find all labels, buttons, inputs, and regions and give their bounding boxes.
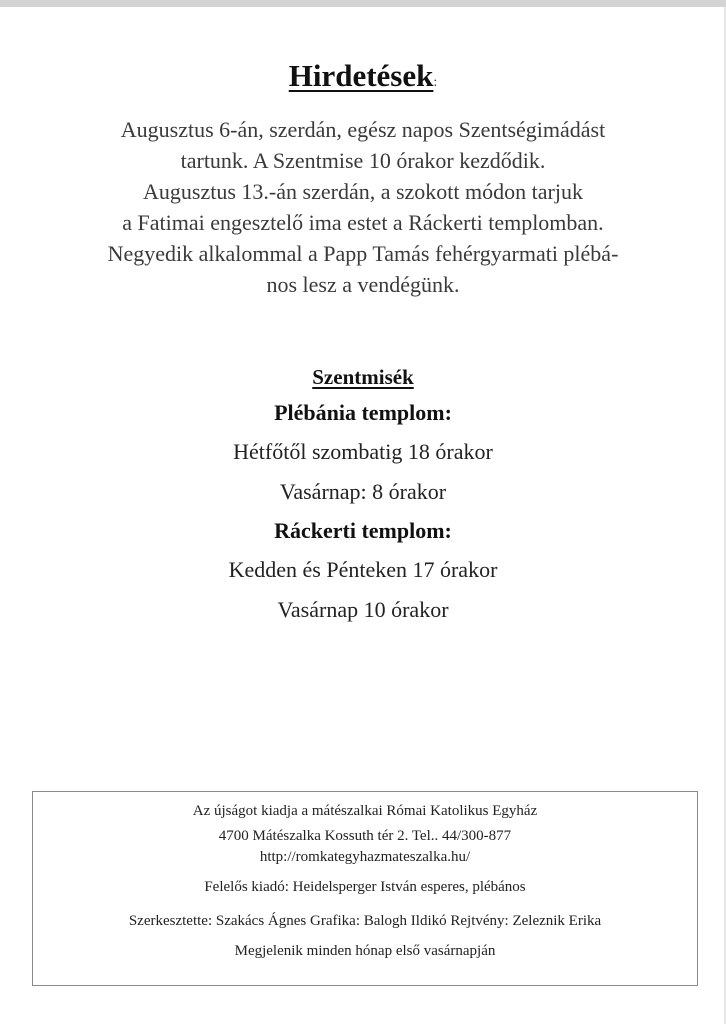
announcement-fatima-prayer	[0, 176, 726, 300]
title-row	[0, 58, 726, 94]
mass-schedule-heading: Szentmisék	[312, 365, 414, 389]
announcement-line: Negyedik alkalommal a Papp Tamás fehérgyarmati plébá-	[107, 241, 619, 266]
imprint-responsible-publisher: Felelős kiadó: Heidelsperger István esperes, plébános	[204, 879, 526, 895]
title-colon: :	[433, 75, 438, 90]
imprint-editors: Szerkesztette: Szakács Ágnes Grafika: Balogh Ildikó Rejtvény: Zeleznik Erika	[128, 913, 602, 929]
mass-time: Kedden és Pénteken 17 órakor	[228, 557, 498, 582]
mass-time: Vasárnap: 8 órakor	[279, 479, 447, 504]
mass-time: Hétfőtől szombatig 18 órakor	[233, 439, 493, 464]
announcement-line: nos lesz a vendégünk.	[266, 272, 460, 297]
imprint-website: http://romkategyhazmateszalka.hu/	[259, 849, 471, 865]
imprint-frequency: Megjelenik minden hónap első vasárnapján	[234, 943, 496, 959]
announcement-adoration	[0, 114, 726, 176]
page-top-edge	[0, 0, 726, 7]
imprint-box	[32, 791, 698, 986]
imprint-publisher: Az újságot kiadja a mátészalkai Római Katolikus Egyház	[192, 803, 538, 819]
church-name-rackert: Ráckerti templom:	[274, 518, 452, 543]
announcement-line: Augusztus 6-án, szerdán, egész napos Szentségimádást	[120, 117, 606, 142]
imprint-address: 4700 Mátészalka Kossuth tér 2. Tel.. 44/300-877	[218, 828, 512, 844]
page-title: Hirdetések	[288, 58, 434, 93]
announcement-line: a Fatimai engesztelő ima estet a Ráckerti templomban.	[122, 210, 604, 235]
announcement-line: Augusztus 13.-án szerdán, a szokott módon tarjuk	[143, 179, 583, 204]
church-name-parish: Plébánia templom:	[274, 400, 452, 425]
mass-schedule	[0, 360, 726, 630]
mass-time: Vasárnap 10 órakor	[277, 597, 449, 622]
announcement-line: tartunk. A Szentmise 10 órakor kezdődik.	[180, 148, 546, 173]
